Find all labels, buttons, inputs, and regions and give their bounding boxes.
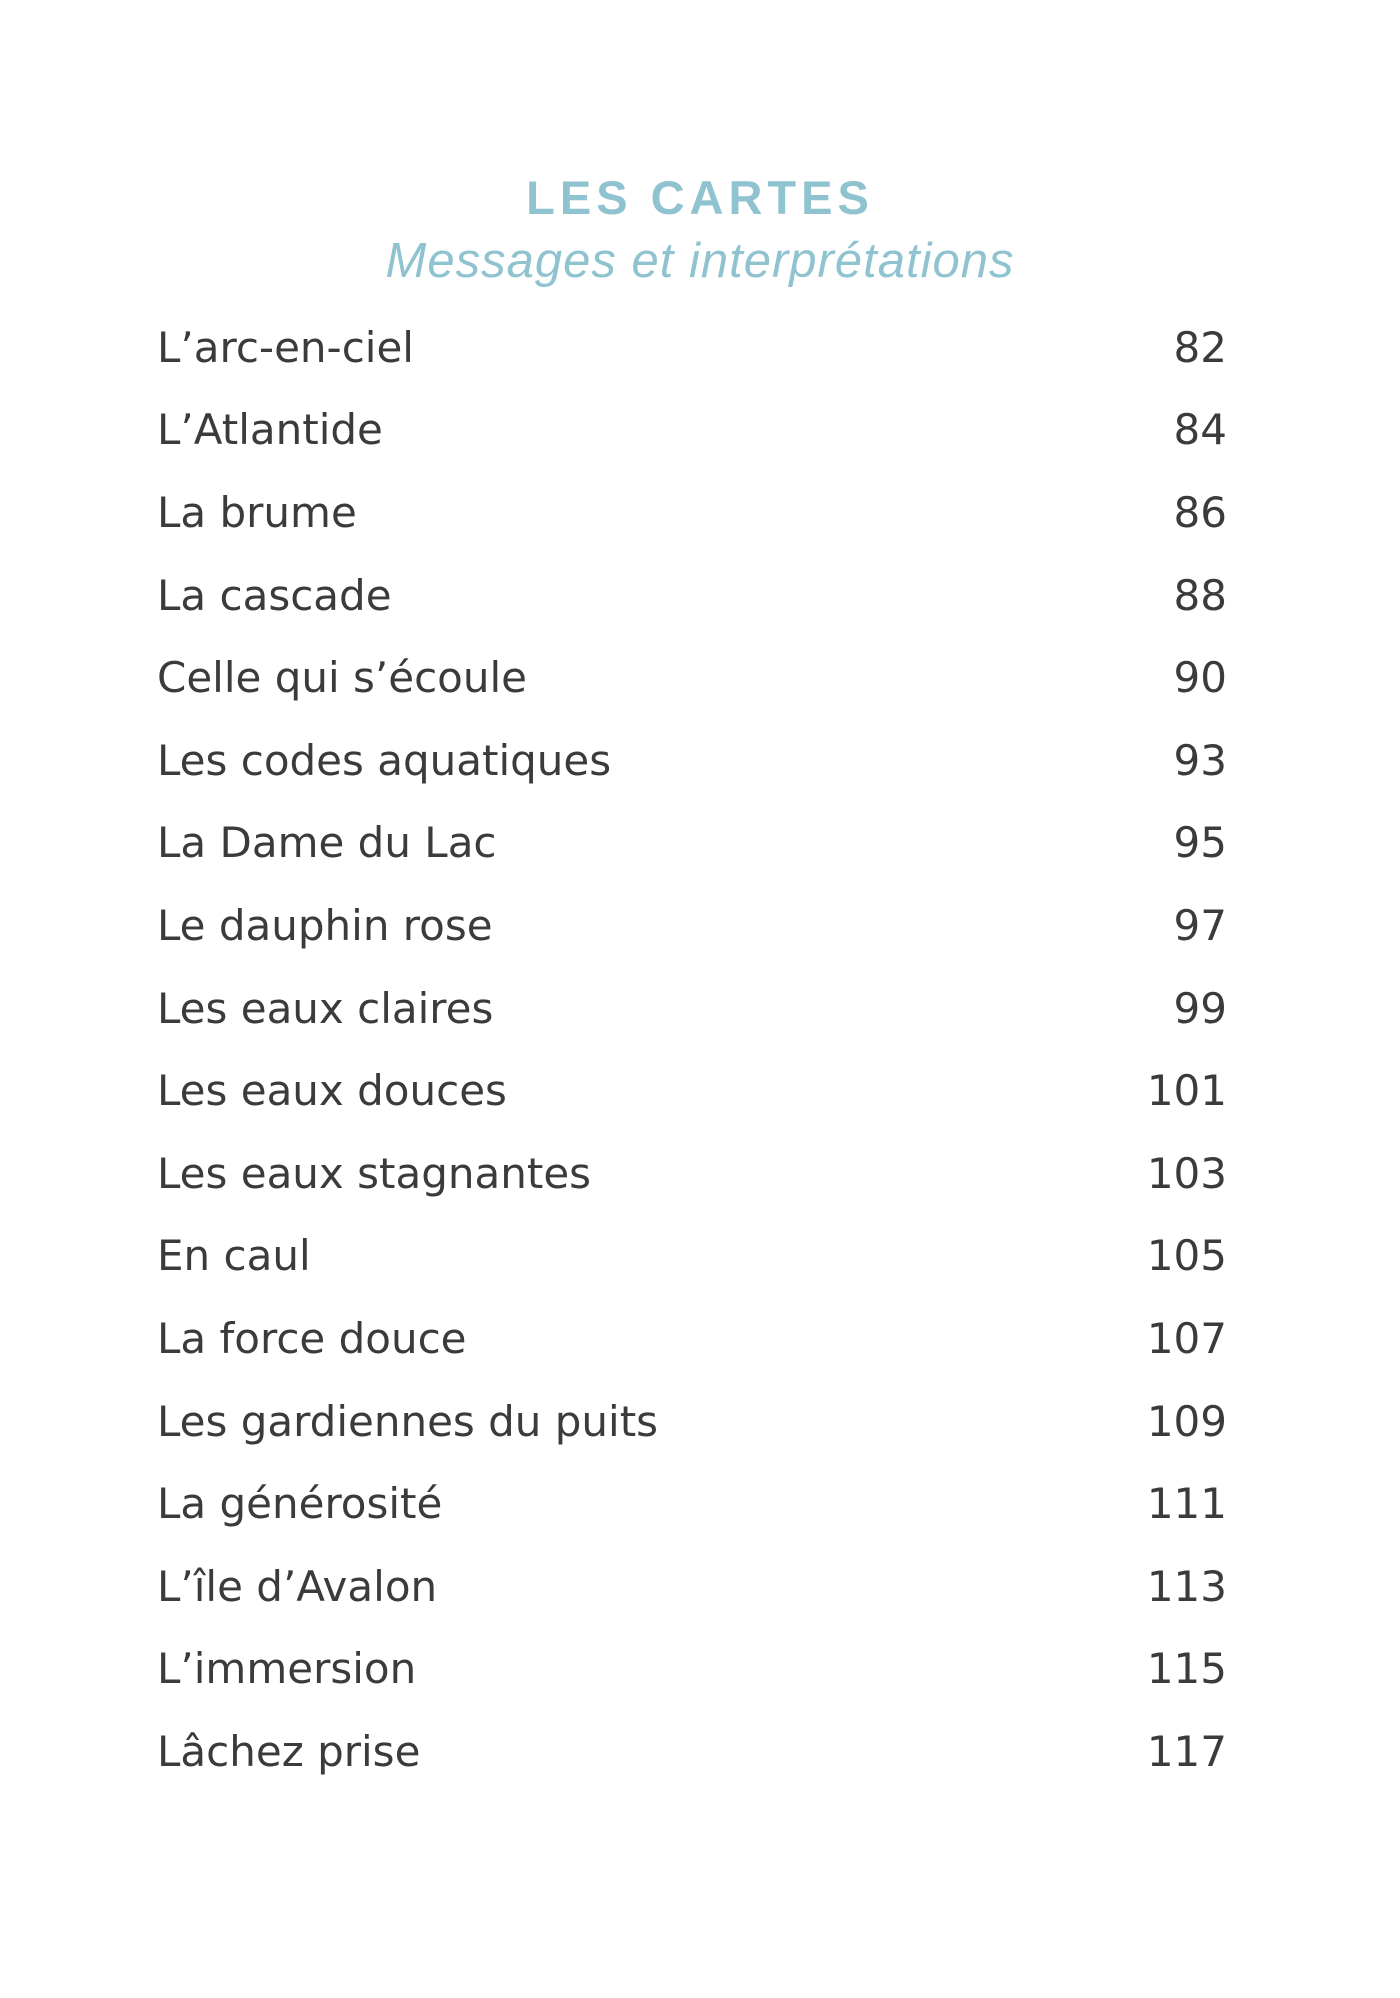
toc-entry-title: En caul: [157, 1231, 311, 1281]
toc-entry-title: Les gardiennes du puits: [157, 1396, 659, 1446]
toc-entry: [157, 389, 1227, 472]
toc-entry-title: Les eaux douces: [157, 1066, 507, 1116]
section-subtitle: Messages et interprétations: [385, 234, 1015, 288]
toc-entry: [157, 554, 1227, 637]
toc-entry-title: La générosité: [157, 1479, 443, 1529]
toc-entry: [157, 1710, 1227, 1793]
toc-entry-title: Celle qui s’écoule: [157, 653, 527, 703]
toc-entry: [157, 1380, 1227, 1463]
toc-entry-title: La brume: [157, 487, 357, 537]
toc-entry-page-number: 103: [1146, 1148, 1227, 1198]
toc-entry-title: L’arc-en-ciel: [157, 322, 414, 372]
toc-entry-page-number: 93: [1173, 735, 1227, 785]
toc-entry-title: L’Atlantide: [157, 405, 383, 455]
toc-entry-title: Les eaux stagnantes: [157, 1148, 592, 1198]
toc-entry-page-number: 111: [1146, 1479, 1227, 1529]
toc-entry-page-number: 95: [1173, 818, 1227, 868]
toc-entry: [157, 967, 1227, 1050]
section-title: LES CARTES: [526, 171, 874, 224]
toc-entry-page-number: 97: [1173, 900, 1227, 950]
toc-entry: [157, 636, 1227, 719]
toc-entry-title: Les eaux claires: [157, 983, 494, 1033]
toc-entry: [157, 802, 1227, 885]
toc-entry: [157, 306, 1227, 389]
toc-entry-page-number: 105: [1146, 1231, 1227, 1281]
toc-entry-title: L’île d’Avalon: [157, 1561, 438, 1611]
toc-entry-page-number: 101: [1146, 1066, 1227, 1116]
toc-entry-title: La force douce: [157, 1313, 467, 1363]
toc-entry-page-number: 86: [1173, 487, 1227, 537]
toc-entry-title: La Dame du Lac: [157, 818, 497, 868]
toc-entry-page-number: 115: [1146, 1644, 1227, 1694]
toc-entry: [157, 1545, 1227, 1628]
toc-entry-title: Les codes aquatiques: [157, 735, 612, 785]
toc-entry: [157, 471, 1227, 554]
toc-entry-page-number: 109: [1146, 1396, 1227, 1446]
toc-entry: [157, 1049, 1227, 1132]
toc-entry-page-number: 90: [1173, 653, 1227, 703]
toc-entry: [157, 884, 1227, 967]
toc-entry-title: La cascade: [157, 570, 392, 620]
toc-entry: [157, 1297, 1227, 1380]
toc-entry-page-number: 82: [1173, 322, 1227, 372]
table-of-contents: [157, 306, 1227, 1793]
toc-entry: [157, 1132, 1227, 1215]
toc-entry-page-number: 107: [1146, 1313, 1227, 1363]
toc-entry-title: L’immersion: [157, 1644, 417, 1694]
toc-entry-page-number: 88: [1173, 570, 1227, 620]
toc-entry-title: Le dauphin rose: [157, 900, 493, 950]
toc-entry: [157, 719, 1227, 802]
toc-entry: [157, 1628, 1227, 1711]
toc-entry: [157, 1462, 1227, 1545]
toc-entry-page-number: 117: [1146, 1726, 1227, 1776]
toc-entry-title: Lâchez prise: [157, 1726, 421, 1776]
toc-entry-page-number: 99: [1173, 983, 1227, 1033]
toc-entry-page-number: 113: [1146, 1561, 1227, 1611]
toc-entry-page-number: 84: [1173, 405, 1227, 455]
toc-entry: [157, 1215, 1227, 1298]
